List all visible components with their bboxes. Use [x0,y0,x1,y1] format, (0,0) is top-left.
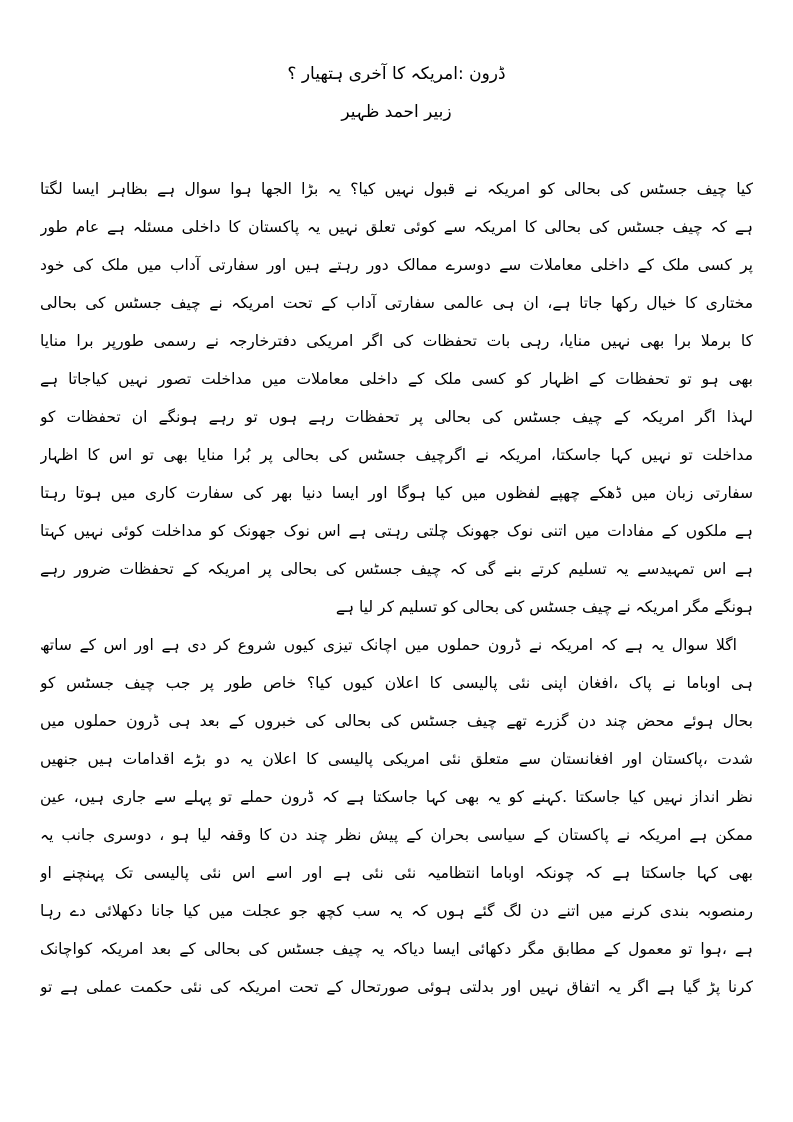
text-line: پر کسی ملک کے داخلی معاملات سے دوسرے ممالک دور رہتے ہیں اور سفارتی آداب میں ملک کی خود [40,256,753,274]
text-line: بحال ہوئے محض چند دن گزرے تھے چیف جسٹس کی بحالی کی خبروں کے بعد ہی ڈرون حملوں میں [40,712,753,730]
text-line: مختاری کا خیال رکھا جاتا ہے، ان ہی عالمی سفارتی آداب کے تحت امریکہ نے چیف جسٹس کی بحالی [40,294,753,312]
text-line: کرنا پڑ گیا ہے اگر یہ اتفاق نہیں اور بدلتی ہوئی صورتحال کے تحت امریکہ کی نئی حکمت عملی ہے تو [40,978,753,996]
text-line: شدت ،پاکستان اور افغانستان سے متعلق نئی امریکی پالیسی کا اعلان یہ دو بڑے اقدامات ہیں جنھیں [40,750,753,768]
text-line: کیا چیف جسٹس کی بحالی کو امریکہ نے قبول نہیں کیا؟ یہ بڑا الجھا ہوا سوال ہے بظاہر ایسا لگتا [40,180,753,198]
text-line: اگلا سوال یہ ہے کہ امریکہ نے ڈرون حملوں میں اچانک تیزی کیوں شروع کر دی ہے اور اس کے ساتھ [40,636,737,654]
author-name: زبیر احمد ظہیر [341,102,452,122]
text-line: ہے ملکوں کے مفادات میں اتنی نوک جھونک چلتی رہتی ہے اس نوک جھونک کو مداخلت کوئی نہیں کہتا [40,522,753,540]
text-line: کا برملا برا بھی نہیں منایا، رہی بات تحفظات کی اگر امریکی دفترخارجہ نے رسمی طورپر برا منایا [40,332,753,350]
text-line: نظر انداز نہیں کیا جاسکتا .کہنے کو یہ بھی کہا جاسکتا ہے کہ ڈرون حملے تو پہلے سے جاری ہیں، عین [40,788,753,806]
text-line: ہے اس تمہیدسے یہ تسلیم کرتے بنے گی کہ چیف جسٹس کی بحالی پر امریکہ کے تحفظات ضرور رہے [40,560,753,578]
text-line: بھی ہو تو تحفظات کے اظہار کو کسی ملک کے داخلی معاملات میں مداخلت تصور نہیں کیاجاتا ہے [40,370,753,388]
article-body [40,170,753,1006]
text-line: سفارتی زبان میں ڈھکے چھپے لفظوں میں کیا ہوگا اور ایسا دنیا بھر کی سفارت کاری میں ہوتا رہتا [40,484,753,502]
text-line: ممکن ہے امریکہ نے پاکستان کے سیاسی بحران کے پیش نظر چند دن کا وقفہ لیا ہو ، دوسری جانب یہ [40,826,753,844]
text-line: ہی اوباما نے پاک ،افغان اپنی نئی پالیسی کا اعلان کیوں کیا؟ خاص طور پر جب چیف جسٹس کو [40,674,753,692]
text-line: ہے ،ہوا تو معمول کے مطابق مگر دکھائی ایسا دیاکہ یہ چیف جسٹس کی بحالی کے بعد امریکہ کواچانک [40,940,753,958]
text-line: ہے کہ چیف جسٹس کی بحالی کا امریکہ سے کوئی تعلق نہیں یہ پاکستان کا داخلی مسئلہ ہے عام طور [40,218,753,236]
text-line: رمنصوبہ بندی کرنے میں اتنے دن لگ گئے ہوں کہ یہ سب کچھ جو عجلت میں کیا جانا دکھلائی دے رہا [40,902,753,920]
article-title: ڈرون :امریکہ کا آخری ہتھیار ؟ [287,64,506,84]
text-line: لہذا اگر امریکہ کے چیف جسٹس کی بحالی پر تحفظات رہے ہوں تو رہے ہونگے ان تحفظات کو [40,408,753,426]
text-line: بھی کہا جاسکتا ہے کہ چونکہ اوباما انتظامیہ نئی نئی ہے اور اسے اس نئی پالیسی تک پہنچنے او [40,864,753,882]
text-line: مداخلت تو نہیں کہا جاسکتا، امریکہ نے اگرچیف جسٹس کی بحالی پر بُرا منایا بھی تو اس کا اظہار [40,446,753,464]
text-line: ہونگے مگر امریکہ نے چیف جسٹس کی بحالی کو تسلیم کر لیا ہے [335,598,753,616]
